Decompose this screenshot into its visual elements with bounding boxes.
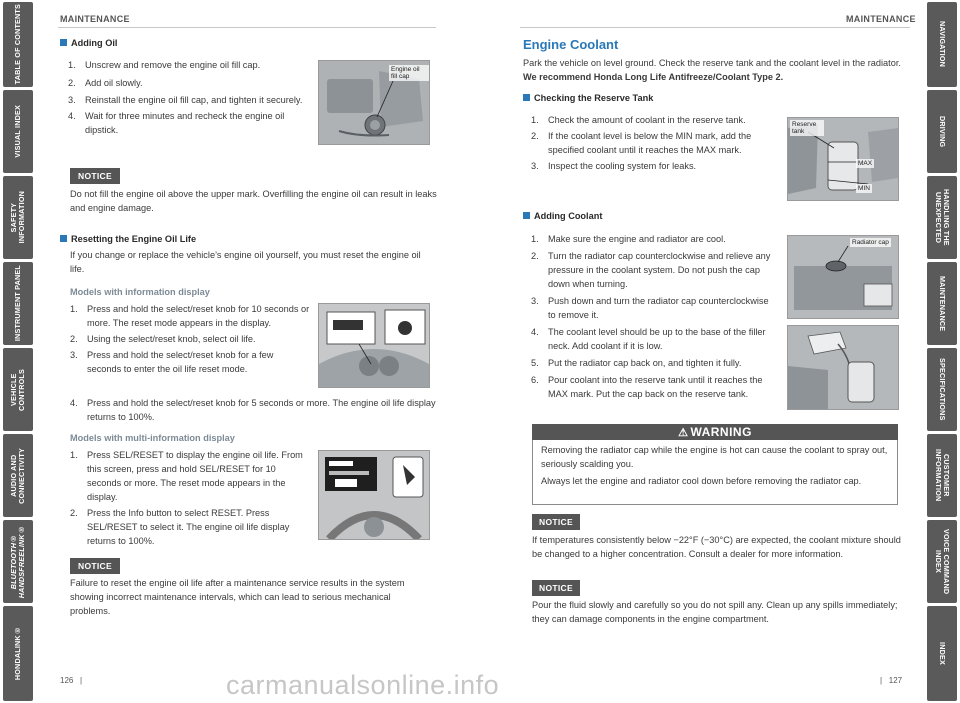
info-display-reset-image (318, 303, 430, 388)
reset-step-4 (70, 396, 436, 428)
tab-hondalink[interactable]: HONDALINK® (3, 606, 33, 701)
reset-intro-text: If you change or replace the vehicle’s engine oil yourself, you must reset the engine oil life. (70, 250, 421, 274)
notice-label: NOTICE (70, 558, 120, 574)
pouring-coolant-illustration (788, 326, 898, 409)
tab-instrument-panel[interactable]: INSTRUMENT PANEL (3, 262, 33, 345)
tab-specifications[interactable]: SPECIFICATIONS (927, 348, 957, 431)
left-header-rule (58, 27, 436, 28)
adding-coolant-heading: Adding Coolant (523, 211, 602, 221)
left-running-head: MAINTENANCE (60, 14, 130, 24)
notice-reset-failure-text: Failure to reset the engine oil life after a maintenance service results in the system showing incorrect maintenance intervals, which can lead to serious mechanical problems. (70, 578, 405, 616)
engine-oil-cap-image (318, 60, 430, 145)
notice-oil-overfill-text: Do not fill the engine oil above the upper mark. Overfilling the engine oil can result in leaks and engine damage. (70, 189, 437, 213)
list-item: 1. Press SEL/RESET to display the engine oil life. From this screen, press and hold SEL/RESET for 10 seconds or more. The reset mode appears in the display. (70, 450, 303, 502)
radiator-cap-illustration (788, 236, 898, 318)
engine-coolant-title: Engine Coolant (523, 37, 619, 52)
watermark: carmanualsonline.info (226, 670, 500, 700)
engine-oil-fill-cap-callout: Engine oil fill cap (389, 65, 429, 81)
tab-audio-connectivity[interactable]: AUDIO AND CONNECTIVITY (3, 434, 33, 517)
pouring-coolant-image (787, 325, 899, 410)
warning-text-2: Always let the engine and radiator cool down before removing the radiator cap. (541, 476, 862, 486)
list-item: 3. Push down and turn the radiator cap counterclockwise to remove it. (531, 296, 769, 320)
tab-navigation[interactable]: NAVIGATION (927, 2, 957, 87)
tab-visual-index[interactable]: VISUAL INDEX (3, 90, 33, 173)
min-mark-callout: MIN (858, 185, 870, 192)
reserve-tank-callout: Reserve tank (790, 120, 824, 136)
coolant-intro-text: Park the vehicle on level ground. Check the reserve tank and the coolant level in the radiator. We recommend Honda Long Life Antifreeze/Coolant Type 2. (523, 58, 901, 82)
adding-oil-heading: Adding Oil (60, 38, 117, 48)
tab-safety-information[interactable]: SAFETY INFORMATION (3, 176, 33, 259)
list-item: 1. Unscrew and remove the engine oil fill cap. (68, 60, 261, 70)
steering-wheel-illustration (319, 451, 429, 539)
tab-customer-information[interactable]: CUSTOMER INFORMATION (927, 434, 957, 517)
list-item: 4. Wait for three minutes and recheck the engine oil dipstick. (68, 111, 285, 135)
list-item: 2. Add oil slowly. (68, 78, 143, 88)
multi-info-reset-image (318, 450, 430, 540)
list-item: 2. Using the select/reset knob, select oil life. (70, 334, 256, 344)
tab-maintenance[interactable]: MAINTENANCE (927, 262, 957, 345)
right-running-head: MAINTENANCE (846, 14, 916, 24)
list-item: 5. Put the radiator cap back on, and tighten it fully. (531, 358, 742, 368)
list-item: 3. Press and hold the select/reset knob for a few seconds to enter the oil life reset mode. (70, 350, 274, 374)
warning-bar: ⚠ WARNING (532, 424, 898, 440)
list-item: 1. Press and hold the select/reset knob for 10 seconds or more. The reset mode appears in the display. (70, 304, 310, 328)
list-item: 3. Inspect the cooling system for leaks. (531, 161, 697, 171)
left-page-number: 126 | (60, 676, 83, 685)
left-tab-sidebar (0, 0, 36, 703)
tab-table-of-contents[interactable]: TABLE OF CONTENTS (3, 2, 33, 87)
tab-handling-unexpected[interactable]: HANDLING THE UNEXPECTED (927, 176, 957, 259)
warning-text-1: Removing the radiator cap while the engine is hot can cause the coolant to spray out, seriously scalding you. (541, 445, 888, 469)
right-page-number: | 127 (880, 676, 903, 685)
models-info-display-subheading: Models with information display (70, 287, 210, 297)
radiator-cap-image (787, 235, 899, 319)
right-header-rule (520, 27, 910, 28)
tab-index[interactable]: INDEX (927, 606, 957, 701)
list-item: 2. If the coolant level is below the MIN mark, add the specified coolant until it reaches the MAX mark. (531, 131, 752, 155)
tab-bluetooth-handsfreelink[interactable]: BLUETOOTH® HANDSFREELINK® (3, 520, 33, 603)
list-item: 1. Check the amount of coolant in the reserve tank. (531, 115, 746, 125)
notice-label: NOTICE (70, 168, 120, 184)
checking-steps (531, 113, 771, 177)
reset-oil-life-heading: Resetting the Engine Oil Life (60, 234, 196, 244)
tab-voice-command-index[interactable]: VOICE COMMAND INDEX (927, 520, 957, 603)
notice-label: NOTICE (532, 514, 580, 530)
tab-driving[interactable]: DRIVING (927, 90, 957, 173)
list-item: 4. Press and hold the select/reset knob for 5 seconds or more. The engine oil life display returns to 100%. (70, 398, 436, 422)
reserve-tank-image (787, 117, 899, 201)
adding-coolant-steps (531, 232, 771, 405)
list-item: 2. Press the Info button to select RESET. Press SEL/RESET to select it. The engine oil life display returns to 100%. (70, 508, 290, 546)
radiator-cap-callout: Radiator cap (852, 239, 889, 246)
reset-steps-info-display (70, 302, 310, 378)
right-tab-sidebar (924, 0, 960, 703)
adding-oil-steps (68, 58, 308, 141)
checking-reserve-tank-heading: Checking the Reserve Tank (523, 93, 653, 103)
models-multi-info-display-subheading: Models with multi-information display (70, 433, 235, 443)
list-item: 6. Pour coolant into the reserve tank until it reaches the MAX mark. Put the cap back on the reserve tank. (531, 375, 763, 399)
max-mark-callout: MAX (858, 160, 873, 167)
notice-spill-text: Pour the fluid slowly and carefully so you do not spill any. Clean up any spills immediately; they can damage components in the engine compartment. (532, 600, 898, 624)
list-item: 3. Reinstall the engine oil fill cap, and tighten it securely. (68, 95, 303, 105)
list-item: 4. The coolant level should be up to the base of the filler neck. Add coolant if it is low. (531, 327, 766, 351)
notice-low-temp-text: If temperatures consistently below −22°F (−30°C) are expected, the coolant mixture should be changed to a higher concentration. Consult a dealer for more information. (532, 535, 901, 559)
warning-triangle-icon: ⚠ (678, 426, 689, 439)
notice-label: NOTICE (532, 580, 580, 596)
dashboard-knob-illustration (319, 304, 429, 387)
list-item: 2. Turn the radiator cap counterclockwise and relieve any pressure in the coolant system. Do not push the cap down when turning. (531, 251, 771, 289)
reset-steps-multi-info (70, 448, 310, 552)
list-item: 1. Make sure the engine and radiator are cool. (531, 234, 726, 244)
tab-vehicle-controls[interactable]: VEHICLE CONTROLS (3, 348, 33, 431)
